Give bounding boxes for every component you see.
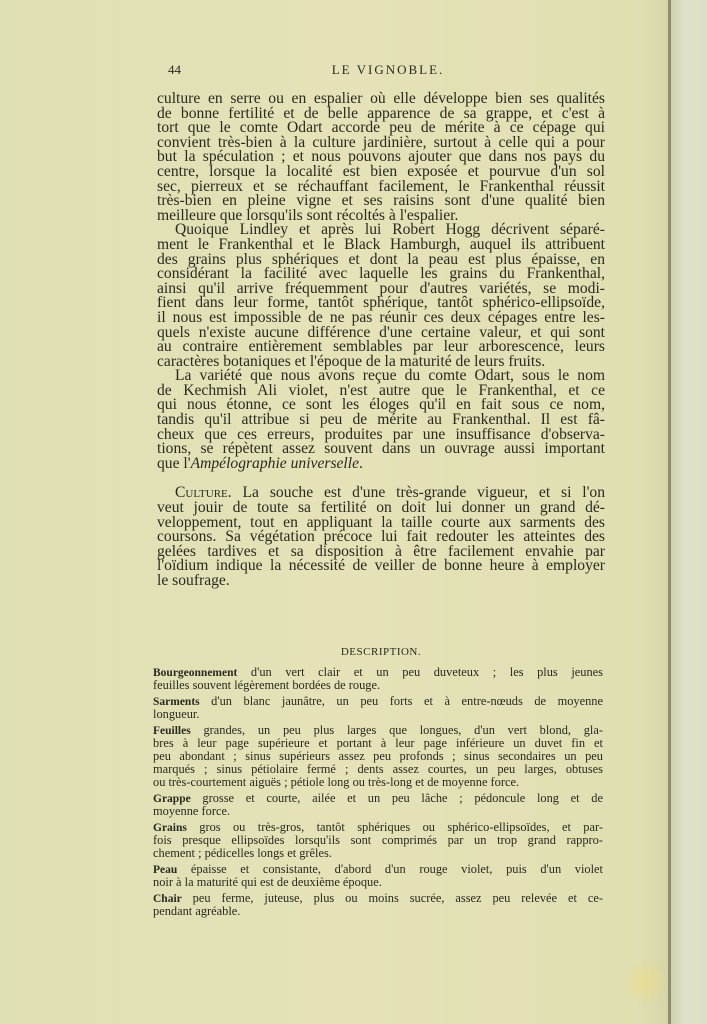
italic-title: Ampélographie universelle [190,454,360,472]
text-line: noir à la maturité qui est de deuxième époque. [153,875,382,889]
paragraph [157,92,605,223]
text-line: très-bien en pleine vigne et ses raisins sont d'une qualité bien [157,192,605,210]
description-heading: DESCRIPTION. [340,646,422,658]
text-line: meilleure que lorsqu'ils sont récoltés à l'espalier. [157,206,459,224]
text-line: ment le Frankenthal et le Black Hamburgh, auquel ils attribuent [157,235,605,253]
text-line: feuilles souvent légèrement bordées de rouge. [153,678,381,692]
paragraph [157,223,605,369]
text-line: fient dans leur forme, tantôt sphérique, tantôt sphérico-ellipsoïde, [157,294,605,312]
text-segment: . [359,454,363,472]
running-title: LE VIGNOBLE. [331,62,445,77]
text-line: chement ; pédicelles longs et grêles. [153,846,332,860]
text-segment: gros ou très-gros, tantôt sphériques ou sphérico-ellipsoïdes, et par- [186,820,603,834]
page-number: 44 [168,62,181,77]
paragraph [157,486,605,588]
text-line: ou très-courtement aiguës ; pétiole long ou très-long et de moyenne force. [153,775,520,789]
section-label: Culture [175,484,228,502]
description-item [153,695,603,721]
description-term: Grappe [153,793,191,805]
paragraph [157,369,605,471]
text-line: considérant la facilité avec laquelle les grains du Frankenthal, [157,265,605,283]
description-item [153,863,603,889]
text-line: longueur. [153,707,200,721]
text-line: il nous est impossible de ne pas réunir ces deux cépages entre les- [157,308,605,326]
description-item [153,792,603,818]
description-item [153,821,603,860]
text-line: culture en serre ou en espalier où elle développe bien ses qualités [157,90,605,107]
text-line: tandis qu'il attribue si peu de mérite au Frankenthal. Il est fâ- [157,411,605,429]
text-line: veloppement, tout en appliquant la taille courte aux sarments des [157,513,605,531]
text-line: veut jouir de toute sa fertilité on doit lui donner un grand dé- [157,499,605,517]
text-segment: grosse et courte, ailée et un peu lâche ; pédoncule long et de [190,791,603,805]
text-line [157,454,605,472]
text-line: de Kechmish Ali violet, n'est autre que le Frankenthal, et ce [157,381,605,399]
description-term: Bourgeonnement [153,667,238,679]
text-line: Quoique Lindley et après lui Robert Hogg décrivent séparé- [175,221,605,239]
text-line: caractères botaniques et l'époque de la maturité de leurs fruits. [157,352,546,370]
text-line: le soufrage. [157,572,230,589]
text-segment: d'un blanc jaunâtre, un peu forts et à entre-nœuds de moyenne [199,694,603,708]
text-line: but la spéculation ; et nous pouvons ajouter que dans nos pays du [157,148,605,166]
text-segment: épaisse et consistante, d'abord d'un rouge violet, puis d'un violet [177,862,603,876]
description-term: Chair [153,893,182,905]
text-segment: peu ferme, juteuse, plus ou moins sucrée, assez peu relevée et ce- [181,891,603,905]
text-line: cheux que ces erreurs, produites par une insuffisance d'observa- [157,425,605,443]
next-pages-edge [671,0,707,1024]
text-line: tort que le comte Odart accorde peu de mérite à ce cépage qui [157,119,605,137]
text-line: sec, pierreux et se réchauffant facilement, le Frankenthal réussit [157,177,605,195]
text-line: tions, se répètent assez souvent dans un ouvrage aussi important [157,440,605,458]
description-term: Feuilles [153,725,191,737]
text-line: La variété que nous avons reçue du comte Odart, sous le nom [175,367,605,385]
text-line: moyenne force. [153,804,231,818]
text-segment: . La souche est d'une très-grande vigueur, et si l'on [227,484,605,502]
text-line: bres à leur page supérieure et portant à leur page inférieure un duvet fin et [153,736,603,750]
text-line: centre, lorsque la localité est bien exposée et pourvue d'un sol [157,162,605,180]
text-line: de bonne fertilité et de belle apparence de sa grappe, et c'est à [157,104,605,122]
description-term: Sarments [153,696,200,708]
description-item [153,666,603,692]
text-line: gelées tardives et sa disposition à être facilement envahie par [157,542,605,560]
running-header [168,62,608,80]
text-line: peu abondant ; sinus supérieurs assez peu profonds ; sinus secondaires un peu [153,749,603,763]
text-line: des grains plus sphériques et dont la peau est plus épaisse, en [157,250,605,268]
description-item [153,724,603,789]
paper-stain [625,955,665,1010]
text-line: ainsi qu'il arrive fréquemment pour d'autres variétés, se modi- [157,279,605,297]
text-line [153,695,603,708]
text-line: au contraire entièrement semblables par leur arborescence, leurs [157,338,605,356]
description-list [153,666,603,921]
text-line: quels n'existe aucune différence d'une certaine valeur, et qui sont [157,323,605,341]
description-term: Peau [153,864,178,876]
text-line: pendant agréable. [153,904,241,918]
text-line: qui nous étonne, ce sont les éloges qu'il en fait sous ce nom, [157,396,605,414]
description-item [153,892,603,918]
text-line: l'oïdium indique la nécessité de veiller de bonne heure à employer [157,557,605,575]
text-segment: d'un vert clair et un peu duveteux ; les plus jeunes [237,665,603,679]
text-line: coursons. Sa végétation précoce lui fait redouter les atteintes des [157,528,605,546]
description-term: Grains [153,822,187,834]
text-line: marqués ; sinus pétiolaire fermé ; dents assez courtes, un peu larges, obtuses [153,762,603,776]
text-segment: grandes, un peu plus larges que longues, d'un vert blond, gla- [190,723,603,737]
text-segment: que l' [157,454,191,472]
main-text [157,92,605,589]
text-line: convient très-bien à la culture jardinière, surtout à celle qui a pour [157,133,605,151]
text-line: fois presque ellipsoïdes lorsqu'ils sont comprimés par un trop grand rappro- [153,833,603,847]
